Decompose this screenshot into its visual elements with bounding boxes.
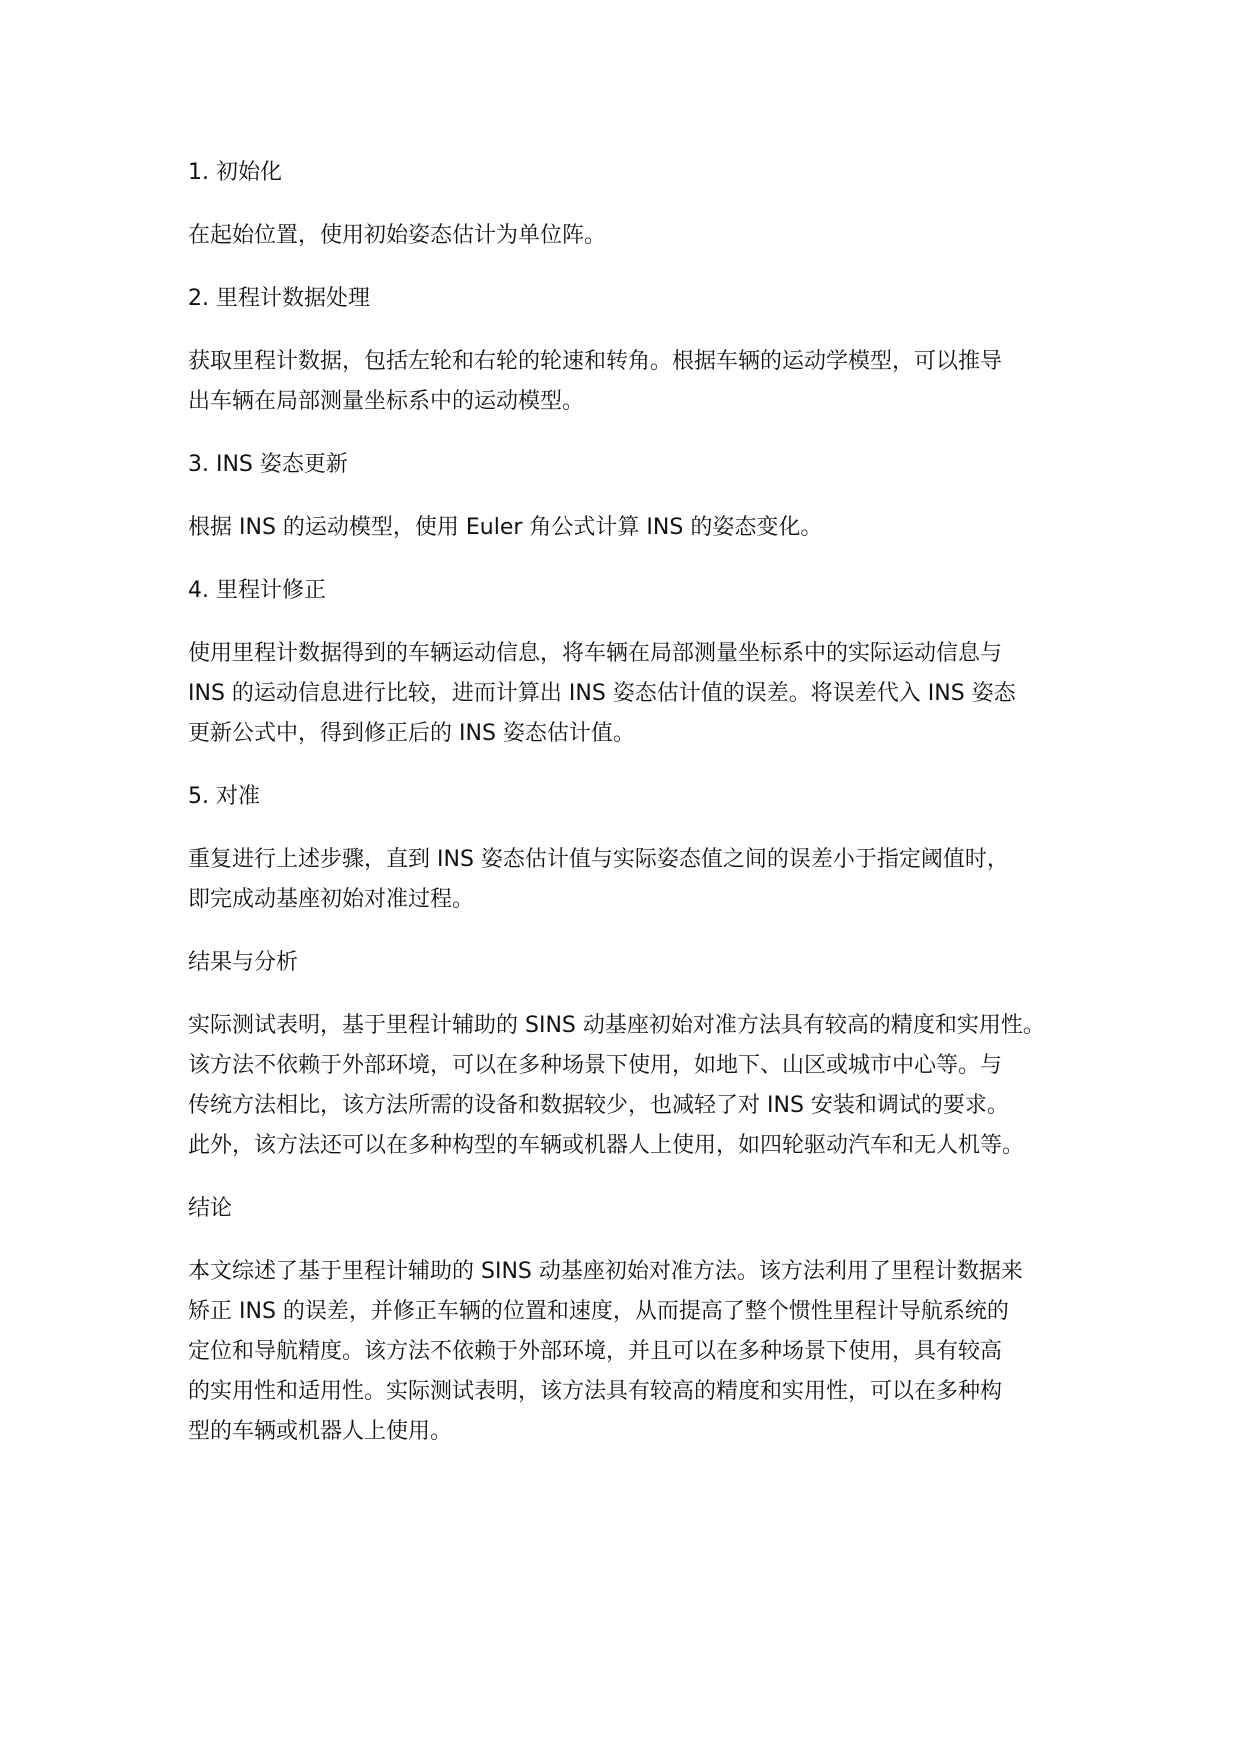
section-paragraph-odometer-correction — [188, 634, 1088, 754]
paragraph-line: INS 的运动信息进行比较，进而计算出 INS 姿态估计值的误差。将误差代入 INS 姿态 — [188, 681, 1016, 706]
paragraph-line: 出车辆在局部测量坐标系中的运动模型。 — [188, 389, 585, 414]
paragraph-line: 该方法不依赖于外部环境，可以在多种场景下使用，如地下、山区或城市中心等。与 — [188, 1053, 1003, 1078]
section-paragraph-alignment — [188, 840, 1088, 920]
section-heading-ins-attitude-update: 3. INS 姿态更新 — [188, 452, 348, 477]
section-heading-conclusion: 结论 — [188, 1196, 233, 1221]
section-heading-results: 结果与分析 — [188, 950, 299, 975]
section-paragraph-initialization — [188, 216, 1088, 256]
section-paragraph-ins-attitude-update — [188, 508, 1088, 548]
paragraph-line: 更新公式中，得到修正后的 INS 姿态估计值。 — [188, 721, 635, 746]
document-body — [188, 156, 1088, 1478]
paragraph-line: 定位和导航精度。该方法不依赖于外部环境，并且可以在多种场景下使用，具有较高 — [188, 1339, 1003, 1364]
paragraph-line: 实际测试表明，基于里程计辅助的 SINS 动基座初始对准方法具有较高的精度和实用性。 — [188, 1013, 1045, 1038]
paragraph-line: 型的车辆或机器人上使用。 — [188, 1419, 453, 1444]
section-paragraph-odometer-processing — [188, 342, 1088, 422]
section-heading-alignment: 5. 对准 — [188, 784, 260, 809]
paragraph-line: 重复进行上述步骤，直到 INS 姿态估计值与实际姿态值之间的误差小于指定阈值时， — [188, 847, 1009, 872]
section-paragraph-conclusion — [188, 1252, 1088, 1452]
section-heading-odometer-correction: 4. 里程计修正 — [188, 578, 326, 603]
paragraph-line: 此外，该方法还可以在多种构型的车辆或机器人上使用，如四轮驱动汽车和无人机等。 — [188, 1133, 1025, 1158]
section-paragraph-results — [188, 1006, 1088, 1166]
paragraph-line: 矫正 INS 的误差，并修正车辆的位置和速度，从而提高了整个惯性里程计导航系统的 — [188, 1299, 1009, 1324]
section-heading-odometer-processing: 2. 里程计数据处理 — [188, 286, 370, 311]
paragraph-line: 使用里程计数据得到的车辆运动信息，将车辆在局部测量坐标系中的实际运动信息与 — [188, 641, 1003, 666]
paragraph-line: 即完成动基座初始对准过程。 — [188, 887, 475, 912]
paragraph-line: 本文综述了基于里程计辅助的 SINS 动基座初始对准方法。该方法利用了里程计数据来 — [188, 1259, 1023, 1284]
section-heading-initialization: 1. 初始化 — [188, 160, 282, 185]
paragraph-line: 在起始位置，使用初始姿态估计为单位阵。 — [188, 223, 607, 248]
paragraph-line: 获取里程计数据，包括左轮和右轮的轮速和转角。根据车辆的运动学模型，可以推导 — [188, 349, 1003, 374]
paragraph-line: 的实用性和适用性。实际测试表明，该方法具有较高的精度和实用性，可以在多种构 — [188, 1379, 1003, 1404]
paragraph-line: 传统方法相比，该方法所需的设备和数据较少，也减轻了对 INS 安装和调试的要求。 — [188, 1093, 1009, 1118]
paragraph-line: 根据 INS 的运动模型，使用 Euler 角公式计算 INS 的姿态变化。 — [188, 515, 823, 540]
